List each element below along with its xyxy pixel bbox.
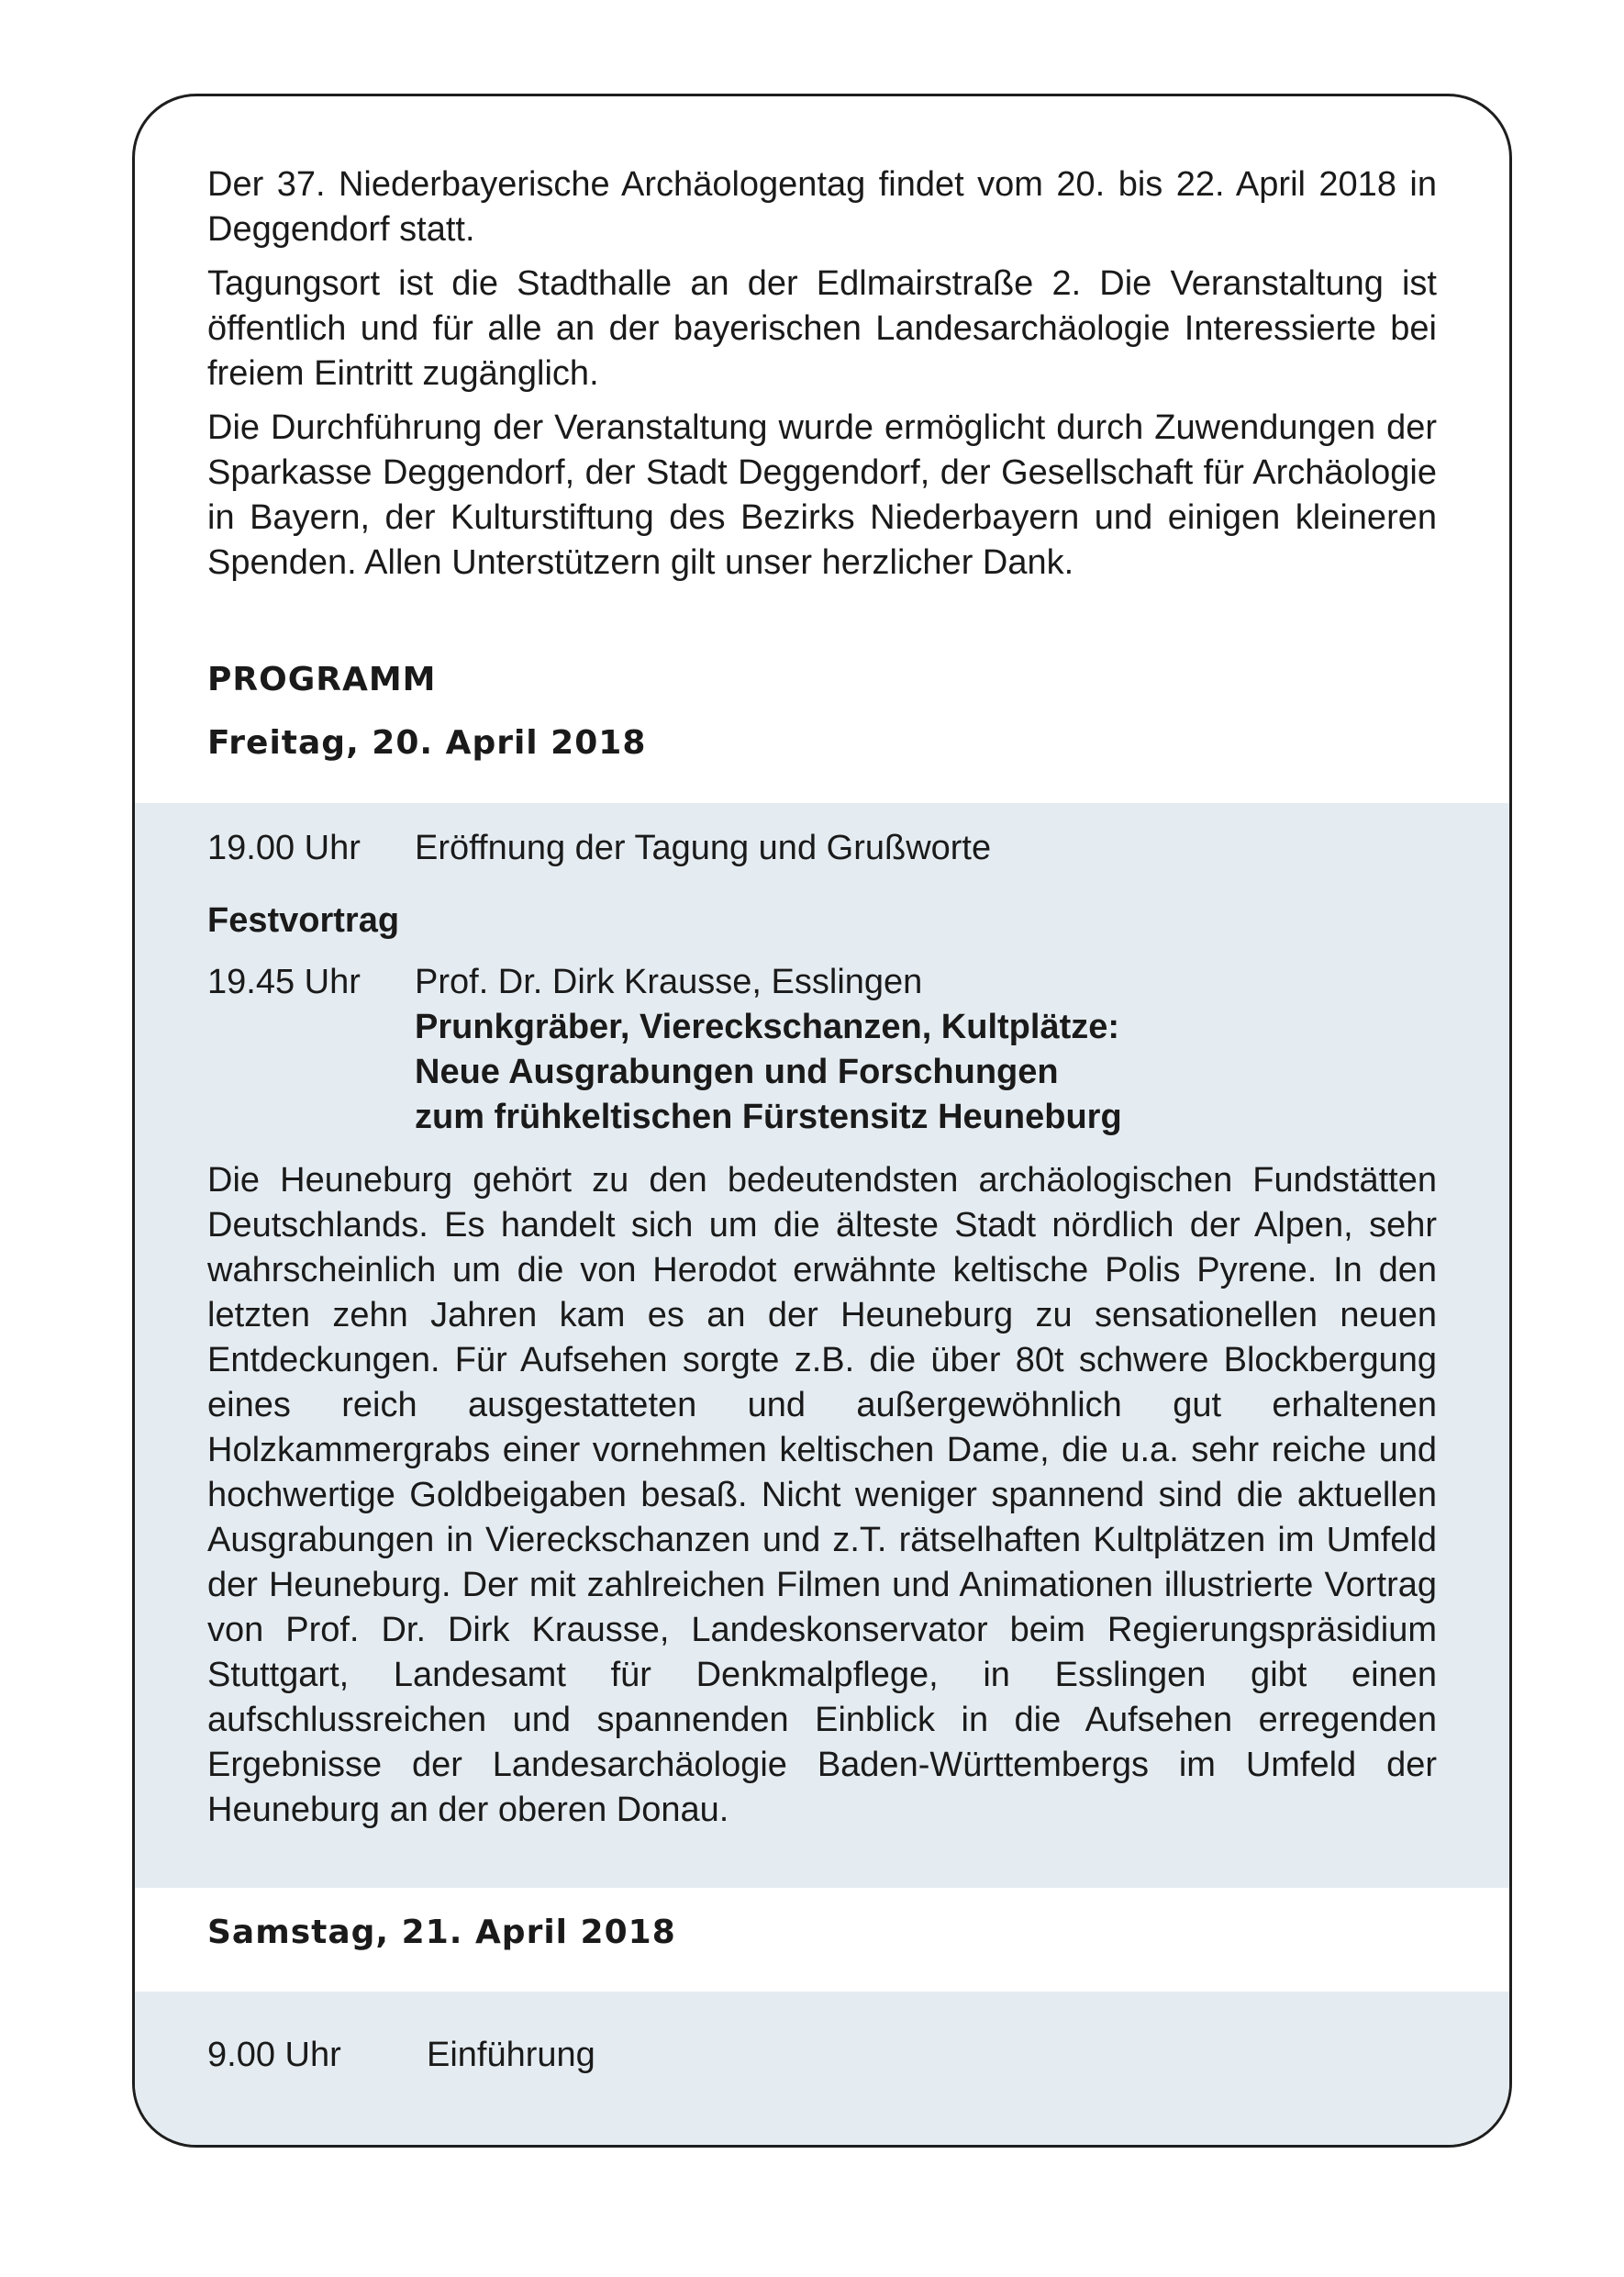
talk-abstract: Die Heuneburg gehört zu den bedeutendsten archäologischen Fundstätten Deutschlands. Es handelt sich um die älteste Stadt nördlich der Alpen, sehr wahrscheinlich um die von Herodot erwähnte keltische Polis Pyrene. In den letzten zehn Jahren kam es an der Heuneburg zu sensationellen neuen Entdeckungen. Für Aufsehen sorgte z.B. die über 80t schwere Blockbergung eines reich ausgestatteten und außergewöhnlich gut erhaltenen Holzkammergrabs einer vornehmen keltischen Dame, die u.a. sehr reiche und hochwertige Goldbeigaben besaß. Nicht weniger spannend sind die aktuellen Ausgrabungen in Viereckschanzen und z.T. rätselhaften Kultplätzen im Umfeld der Heuneburg. Der mit zahlreichen Filmen und Animationen illustrierte Vortrag von Prof. Dr. Dirk Krausse, Landeskonservator beim Regierungspräsidium Stuttgart, Landesamt für Denkmalpflege, in Esslingen gibt einen aufschlussreichen und spannenden Einblick in die Aufsehen erregenden Ergebnisse der Landesarchäologie Baden-Württembergs im Umfeld der Heuneburg an der oberen Donau. — [207, 1161, 1437, 1829]
friday-date-heading: Freitag, 20. April 2018 — [207, 724, 647, 762]
program-frame — [132, 94, 1512, 2148]
talk-title-line: zum frühkeltischen Fürstensitz Heuneburg — [415, 1098, 1122, 1136]
introduction-label: Einführung — [427, 2036, 595, 2074]
intro-paragraph-venue: Tagungsort ist die Stadthalle an der Edlmairstraße 2. Die Veranstaltung ist öffentlich und für alle an der bayerischen Landesarchäologie Interessierte bei freiem Eintritt zugänglich. — [207, 264, 1437, 393]
opening-time: 19.00 Uhr — [207, 829, 361, 867]
program-heading: PROGRAMM — [207, 661, 437, 698]
talk-title-line: Prunkgräber, Viereckschanzen, Kultplätze: — [415, 1008, 1120, 1046]
talk-title-line: Neue Ausgrabungen und Forschungen — [415, 1053, 1059, 1091]
opening-label: Eröffnung der Tagung und Grußworte — [415, 829, 992, 867]
intro-paragraph-sponsors: Die Durchführung der Veranstaltung wurde ermöglicht durch Zuwendungen der Sparkasse Deggendorf, der Stadt Deggendorf, der Gesellschaft für Archäologie in Bayern, der Kulturstiftung des Bezirks Niederbayern und einigen kleineren Spenden. Allen Unterstützern gilt unser herzlicher Dank. — [207, 408, 1437, 582]
talk-title — [415, 1005, 1122, 1140]
saturday-date-heading: Samstag, 21. April 2018 — [207, 1914, 676, 1951]
intro-paragraph-date: Der 37. Niederbayerische Archäologentag findet vom 20. bis 22. April 2018 in Deggendorf statt. — [207, 165, 1437, 249]
talk-time: 19.45 Uhr — [207, 963, 361, 1001]
festvortrag-label: Festvortrag — [207, 901, 400, 940]
introduction-time: 9.00 Uhr — [207, 2036, 341, 2074]
talk-speaker: Prof. Dr. Dirk Krausse, Esslingen — [415, 963, 923, 1001]
